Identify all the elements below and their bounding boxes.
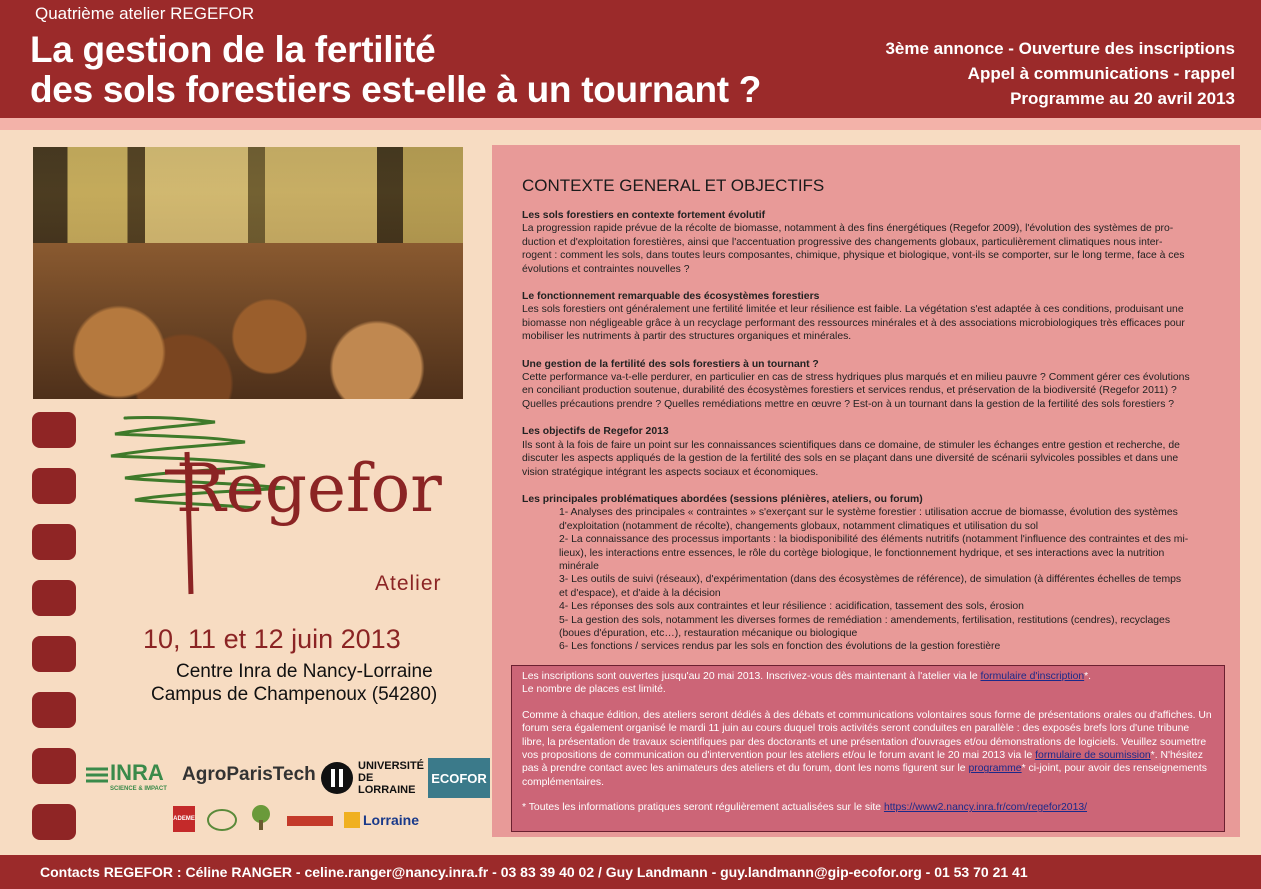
inra-tagline: SCIENCE & IMPACT bbox=[110, 786, 167, 792]
ademe-logo: ADEME bbox=[173, 806, 195, 832]
film-hole-decoration bbox=[32, 468, 76, 504]
communication-text-span: * ci-joint, pour avoir des renseignements complémentaires. bbox=[522, 763, 1207, 788]
section-heading: Les objectifs de Regefor 2013 bbox=[522, 426, 669, 438]
registration-paragraph bbox=[522, 670, 1212, 697]
problem-line: lieux), les interactions entre essences, le rôle du cortège biologique, le fonctionnement hydrique, et ses interactions avec la nutrition minérale bbox=[559, 547, 1165, 572]
registration-text bbox=[522, 670, 1212, 827]
header-divider bbox=[0, 118, 1261, 130]
contacts-footer bbox=[0, 855, 1261, 889]
context-section bbox=[522, 425, 1202, 479]
communication-text-span: *. N'hésitez pas à prendre contact avec les animateurs des ateliers et du forum, dont les noms figurent sur le bbox=[522, 750, 1203, 775]
registration-form-link[interactable]: formulaire d'inscription bbox=[980, 671, 1085, 682]
problem-line: 4- Les réponses des sols aux contraintes et leur résilience : acidification, tassement des sols, érosion bbox=[559, 601, 1024, 613]
ul-wordmark: UNIVERSITÉ DE LORRAINE bbox=[358, 760, 425, 796]
announcement-line: Appel à communications - rappel bbox=[967, 64, 1235, 83]
regefor-logo-subtitle: Atelier bbox=[375, 572, 442, 595]
film-hole-decoration bbox=[32, 804, 76, 840]
lorraine-cross-icon bbox=[344, 812, 360, 828]
title-line-2: des sols forestiers est-elle à un tournant ? bbox=[30, 69, 762, 110]
section-line: biomasse non négligeable grâce à un recyclage performant des ressources minérales et à des associations microbiologiques très efficaces pour bbox=[522, 317, 1185, 329]
problems-heading: Les principales problématiques abordées (sessions plénières, ateliers, ou forum) bbox=[522, 493, 923, 505]
section-heading: Le fonctionnement remarquable des écosystèmes forestiers bbox=[522, 291, 820, 303]
film-hole-decoration bbox=[32, 692, 76, 728]
universite-lorraine-logo bbox=[320, 760, 425, 796]
workshop-kicker: Quatrième atelier REGEFOR bbox=[35, 4, 255, 23]
problem-line: 1- Analyses des principales « contraintes » s'exerçant sur le système forestier : utilisation accrue de biomasse, évolution des systèmes bbox=[559, 507, 1178, 519]
photo-leaves bbox=[33, 243, 463, 399]
inra-wordmark: INRA bbox=[110, 760, 164, 785]
contacts-text: Contacts REGEFOR : Céline RANGER - celine.ranger@nancy.inra.fr - 03 83 39 40 02 / Guy Landmann - guy.landmann@gip-ecofor.org - 01 53 70 21 41 bbox=[40, 864, 1028, 880]
section-line: en conciliant production soutenue, durabilité des écosystèmes forestiers et services rendus, et préservation de la biodiversité (Regefor 2011) ? bbox=[522, 385, 1177, 397]
problem-line: d'exploitation (notamment de récolte), changements globaux, notamment climatiques et utilisation du sol bbox=[559, 520, 1039, 532]
registration-text-span: Les inscriptions sont ouvertes jusqu'au 20 mai 2013. Inscrivez-vous dès maintenant à l'atelier via le bbox=[522, 671, 981, 682]
info-paragraph bbox=[522, 801, 1212, 814]
registration-text-span: *. bbox=[1084, 671, 1092, 682]
section-line: Ils sont à la fois de faire un point sur les connaissances scientifiques dans ce domaine, de stimuler les échanges entre gestion et recherche, de bbox=[522, 439, 1180, 451]
header-banner bbox=[0, 0, 1261, 118]
problems-list bbox=[559, 506, 1202, 653]
announcement-line: 3ème annonce - Ouverture des inscriptions bbox=[885, 39, 1235, 58]
submission-form-link[interactable]: formulaire de soumission bbox=[1035, 750, 1151, 762]
announcement-block bbox=[885, 36, 1235, 111]
partner-circle-logo-icon bbox=[206, 808, 238, 832]
info-text-span: * Toutes les informations pratiques seront régulièrement actualisées sur le site bbox=[522, 802, 884, 814]
arbre-tree-logo-icon bbox=[248, 804, 274, 832]
problem-line: 6- Les fonctions / services rendus par les sols en fonction des évolutions de la gestion forestière bbox=[559, 641, 1001, 653]
page-title bbox=[30, 30, 761, 110]
grand-nancy-logo-icon bbox=[287, 816, 333, 826]
section-line: vision stratégique intégrant les aspects sociaux et économiques. bbox=[522, 466, 819, 478]
agroparistech-logo: AgroParisTech bbox=[182, 764, 316, 785]
context-section bbox=[522, 358, 1202, 412]
problem-line: (boues d'épuration, etc…), restauration mécanique ou biologique bbox=[559, 627, 858, 639]
section-line: mobiliser les nutriments à partir des structures organiques et minérales. bbox=[522, 331, 852, 343]
problem-line: 5- La gestion des sols, notamment les diverses formes de remédiation : amendements, fertilisation, restitutions (cendres), recyclages bbox=[559, 614, 1171, 626]
ul-roundel-icon bbox=[320, 761, 354, 795]
section-line: La progression rapide prévue de la récolte de biomasse, notamment à des fins énergétiques (Regefor 2009), l'évolution des systèmes de pro- bbox=[522, 223, 1174, 235]
problem-line: 2- La connaissance des processus importants : la biodisponibilité des éléments nutritifs (notamment l'influence des contraintes et des mi- bbox=[559, 534, 1189, 546]
inra-logo bbox=[84, 760, 167, 792]
communication-text-span: Comme à chaque édition, des ateliers seront dédiés à des débats et communications volontaires sous forme de présentations orales ou d'affiches. Un forum sera également organisé le mardi 11 juin au cours duquel trois activités seront conduites en parallèle : des exposés brefs lors d'une tribune libre, la présentation de travaux scientifiques par des doctorants et une présentation d'ouvrages et/ou démonstrations de logiciels. Veuillez soumettre vos propositions de communication ou d'intervention pour les ateliers et/ou le forum avant le 20 mai 2013 via le bbox=[522, 709, 1212, 762]
website-link[interactable]: https://www2.nancy.inra.fr/com/regefor2013/ bbox=[883, 802, 1088, 814]
ecofor-logo: ECOFOR bbox=[428, 758, 490, 798]
event-venue-line-2: Campus de Champenoux (54280) bbox=[151, 684, 438, 705]
context-section bbox=[522, 209, 1202, 276]
places-limited-note: Le nombre de places est limité. bbox=[522, 684, 666, 696]
region-lorraine-logo bbox=[344, 812, 419, 828]
section-line: duction et d'exploitation forestières, ainsi que l'accentuation progressive des changements globaux, particulièrement climatiques nous inter- bbox=[522, 236, 1163, 248]
film-hole-decoration bbox=[32, 748, 76, 784]
regefor-logo-wordmark: Regefor bbox=[176, 450, 442, 527]
problems-section bbox=[522, 493, 1202, 654]
section-heading: Une gestion de la fertilité des sols forestiers à un tournant ? bbox=[522, 358, 819, 370]
film-hole-decoration bbox=[32, 580, 76, 616]
lorraine-wordmark: Lorraine bbox=[363, 812, 420, 828]
context-heading: CONTEXTE GENERAL ET OBJECTIFS bbox=[522, 176, 825, 195]
film-hole-decoration bbox=[32, 412, 76, 448]
section-line: évolutions et contraintes nouvelles ? bbox=[522, 263, 690, 275]
section-line: rogent : comment les sols, dans toutes leurs composantes, chimique, physique et biologique, vont-ils se comporter, sur le long terme, face à ces bbox=[522, 250, 1185, 262]
section-line: Quelles précautions prendre ? Quelles remédiations mettre en œuvre ? Est-on à un tournant dans la gestion de la fertilité des sols forestiers ? bbox=[522, 398, 1175, 410]
event-venue-line-1: Centre Inra de Nancy-Lorraine bbox=[176, 661, 433, 682]
context-body bbox=[522, 209, 1202, 668]
forest-floor-photo bbox=[33, 147, 463, 399]
film-hole-decoration bbox=[32, 636, 76, 672]
announcement-line: Programme au 20 avril 2013 bbox=[1010, 89, 1235, 108]
problem-line: 3- Les outils de suivi (réseaux), d'expérimentation (dans des écosystèmes de référence), de simulation (à différentes échelles de temps bbox=[559, 574, 1182, 586]
event-dates: 10, 11 et 12 juin 2013 bbox=[143, 624, 401, 654]
section-line: discuter les aspects appliqués de la gestion de la fertilité des sols en se plaçant dans une diversité de scénarii sylvicoles possibles et dans une bbox=[522, 453, 1179, 465]
communication-paragraph bbox=[522, 709, 1212, 789]
section-heading: Les sols forestiers en contexte fortement évolutif bbox=[522, 210, 766, 221]
inra-mark-icon bbox=[84, 763, 110, 789]
section-line: Les sols forestiers ont généralement une fertilité limitée et leur résilience est faible. La végétation s'est adaptée à ces conditions, produisant une bbox=[522, 304, 1184, 316]
title-line-1: La gestion de la fertilité bbox=[30, 29, 436, 70]
film-hole-decoration bbox=[32, 524, 76, 560]
context-section bbox=[522, 290, 1202, 344]
programme-link[interactable]: programme bbox=[968, 763, 1022, 775]
problem-line: et d'espace), et d'aide à la décision bbox=[559, 587, 721, 599]
section-line: Cette performance va-t-elle perdurer, en particulier en cas de stress hydriques plus marqués et en milieu pauvre ? Comment gérer ces évolutions bbox=[522, 372, 1190, 384]
